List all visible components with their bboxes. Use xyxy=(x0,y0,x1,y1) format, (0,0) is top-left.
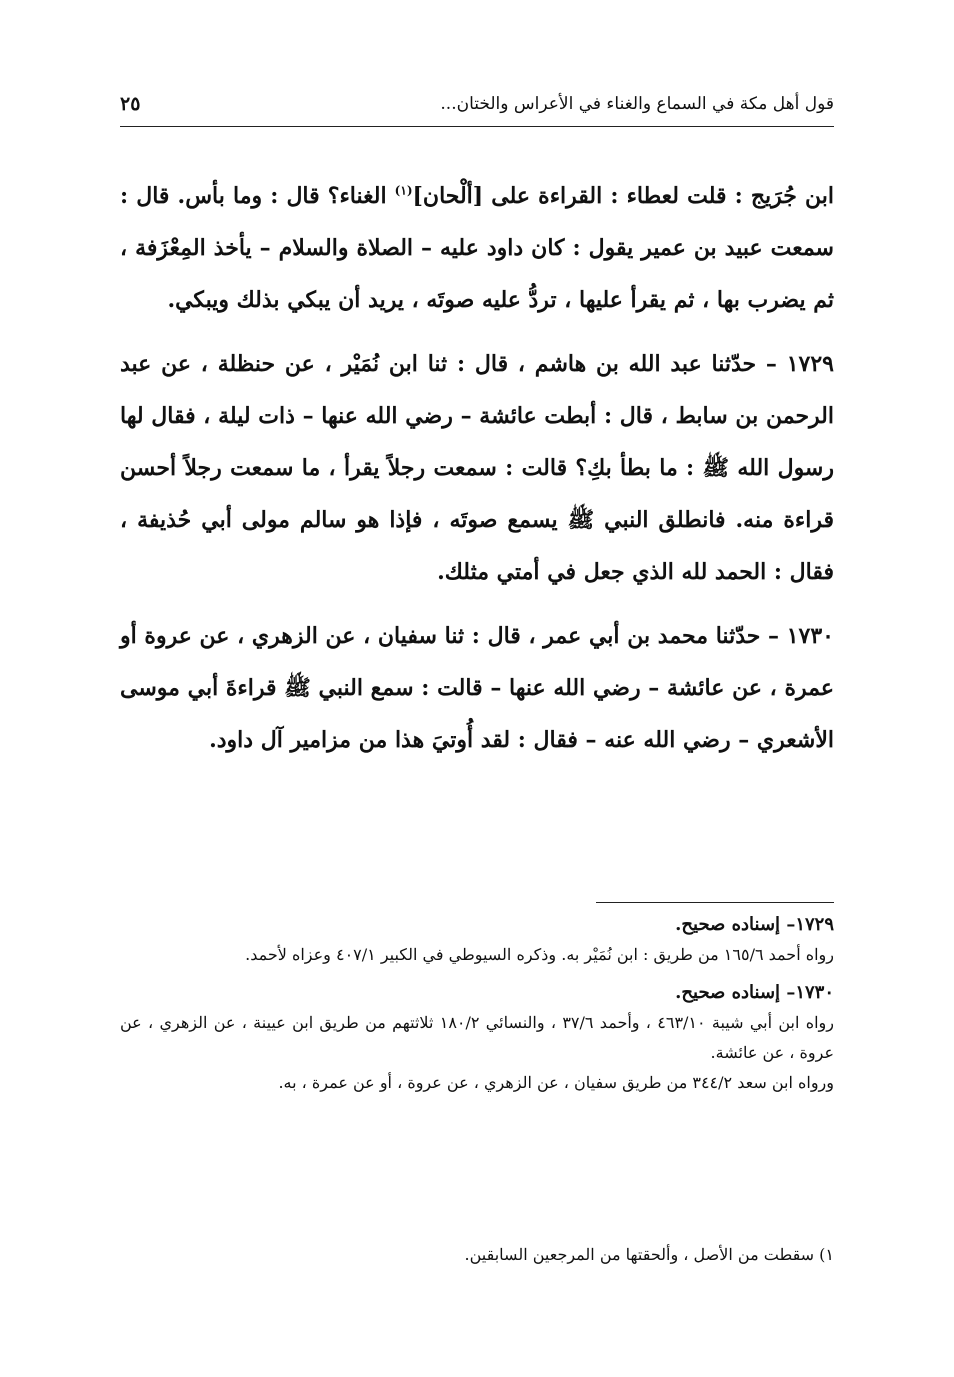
header-rule xyxy=(120,126,834,127)
hadith-1729: ١٧٢٩ – حدّثنا عبد الله بن هاشم ، قال : ثنا ابن نُمَيْر ، عن حنظلة ، عن عبد الرحمن بن سابط ، قال : أبطت عائشة – رضي الله عنها – ذات ليلة ، فقال لها رسول الله ﷺ : ما بطأ بكِ؟ قالت : سمعت رجلاً يقرأ ، ما سمعت رجلاً أحسن قراءة منه. فانطلق النبي ﷺ يسمع صوتَه ، فإذا هو سالم مولى أبي حُذيفة ، فقال : الحمد لله الذي جعل في أمتي مثلك. xyxy=(120,351,834,585)
footnote-1729-head: ١٧٢٩– إسناده صحيح. xyxy=(675,914,834,935)
footnote-rule xyxy=(596,902,834,903)
footnote-1729 xyxy=(120,910,834,970)
hadith-1730: ١٧٣٠ – حدّثنا محمد بن أبي عمر ، قال : ثنا سفيان ، عن الزهري ، عن عروة أو عمرة ، عن عائشة – رضي الله عنها – قالت : سمع النبي ﷺ قراءةَ أبي موسى الأشعري – رضي الله عنه – فقال : لقد أُوتيَ هذا من مزامير آل داود. xyxy=(120,623,834,753)
main-text xyxy=(120,170,834,778)
paragraph-ibn-juraij xyxy=(120,170,834,326)
footnotes xyxy=(120,910,834,1106)
footnote-1: ١) سقطت من الأصل ، وألحقتها من المرجعين السابقين. xyxy=(464,1245,834,1264)
footnote-1730 xyxy=(120,978,834,1098)
footnote-1730-line: ورواه ابن سعد ٣٤٤/٢ من طريق سفيان ، عن الزهري ، عن عروة ، أو عن عمرة ، به. xyxy=(278,1073,834,1092)
paragraph-ibn-juraij-rest: الغناء؟ قال : وما بأس. قال : سمعت عبيد بن عمير يقول : كان داود عليه – الصلاة والسلام – يأخذ المِعْزَفة ، ثم يضرب بها ، ثم يقرأ عليها ، تردُّ عليه صوتَه ، يريد أن يبكي بذلك ويبكي. xyxy=(120,183,834,313)
header-title: قول أهل مكة في السماع والغناء في الأعراس والختان... xyxy=(440,94,834,114)
footnote-marker: (١) xyxy=(394,183,413,198)
page-number: ٢٥ xyxy=(120,93,141,115)
paragraph-ibn-juraij-start: ابن جُرَيج : قلت لعطاء : القراءة على [ألْحان] xyxy=(412,183,834,209)
footnote-1730-head: ١٧٣٠– إسناده صحيح. xyxy=(675,982,834,1003)
footnote-1730-line: رواه ابن أبي شيبة ٤٦٣/١٠ ، وأحمد ٣٧/٦ ، والنسائي ١٨٠/٢ ثلاثتهم من طريق ابن عيينة ، عن الزهري ، عن عروة ، عن عائشة. xyxy=(120,1013,834,1062)
running-header xyxy=(120,88,834,120)
footnote-1729-line: رواه أحمد ١٦٥/٦ من طريق : ابن نُمَيْر به. وذكره السيوطي في الكبير ٤٠٧/١ وعزاه لأحمد. xyxy=(245,945,834,964)
